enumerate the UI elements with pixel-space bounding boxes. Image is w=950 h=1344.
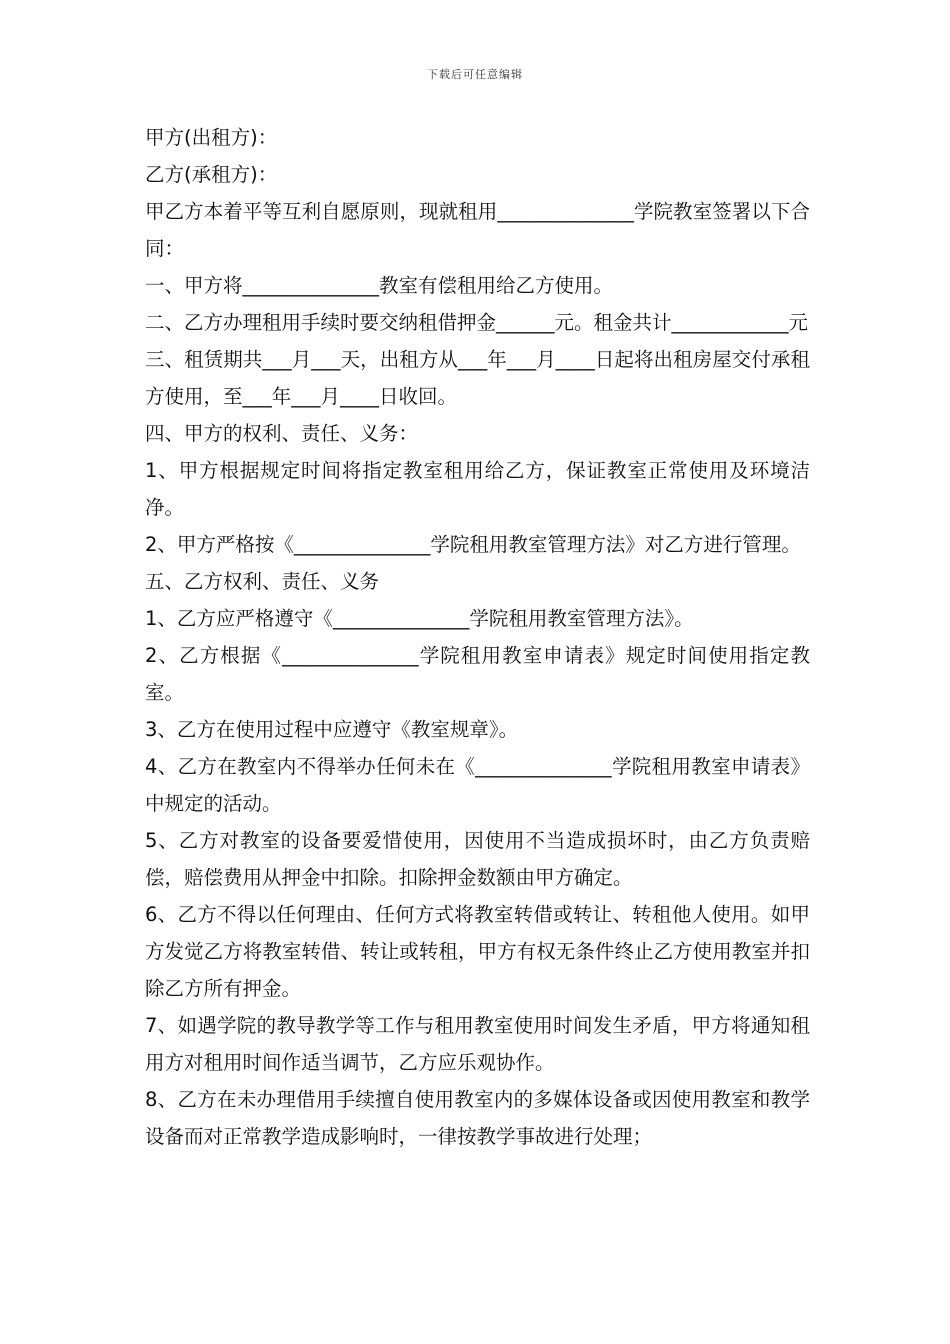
clause-3: 三、租赁期共___月___天，出租方从___年___月____日起将出租房屋交付承租方使用，至___年___月____日收回。 [145, 348, 810, 408]
party-b-item-7: 7、如遇学院的教导教学等工作与租用教室使用时间发生矛盾，甲方将通知租用方对租用时间作适当调节，乙方应乐观协作。 [145, 1014, 810, 1074]
party-b-item-1: 1、乙方应严格遵守《______________学院租用教室管理方法》。 [145, 607, 694, 630]
party-b-item-3: 3、乙方在使用过程中应遵守《教室规章》。 [145, 718, 519, 741]
party-a-item-1: 1、甲方根据规定时间将指定教室租用给乙方，保证教室正常使用及环境洁净。 [145, 459, 810, 519]
page-header-note: 下载后可任意编辑 [427, 68, 523, 81]
section-heading-party-b: 五、乙方权利、责任、义务 [145, 570, 380, 593]
party-b-item-2: 2、乙方根据《______________学院租用教室申请表》规定时间使用指定教室。 [145, 644, 810, 704]
clause-2: 二、乙方办理租用手续时要交纳租借押金______元。租金共计____________元 [145, 311, 809, 334]
party-a-item-2: 2、甲方严格按《______________学院租用教室管理方法》对乙方进行管理。 [145, 533, 801, 556]
contract-body [145, 119, 810, 1155]
party-b-line: 乙方(承租方)： [145, 163, 278, 186]
party-b-item-5: 5、乙方对教室的设备要爱惜使用，因使用不当造成损坏时，由乙方负责赔偿，赔偿费用从押金中扣除。扣除押金数额由甲方确定。 [145, 829, 810, 889]
party-a-line: 甲方(出租方)： [145, 126, 278, 149]
party-b-item-8: 8、乙方在未办理借用手续擅自使用教室内的多媒体设备或因使用教室和教学设备而对正常教学造成影响时，一律按教学事故进行处理； [145, 1088, 810, 1148]
party-b-item-4: 4、乙方在教室内不得举办任何未在《______________学院租用教室申请表》中规定的活动。 [145, 755, 810, 815]
clause-1: 一、甲方将______________教室有偿租用给乙方使用。 [145, 274, 614, 297]
section-heading-party-a: 四、甲方的权利、责任、义务： [145, 422, 419, 445]
party-b-item-6: 6、乙方不得以任何理由、任何方式将教室转借或转让、转租他人使用。如甲方发觉乙方将教室转借、转让或转租，甲方有权无条件终止乙方使用教室并扣除乙方所有押金。 [145, 903, 810, 1000]
preamble-paragraph: 甲乙方本着平等互利自愿原则，现就租用______________学院教室签署以下合同： [145, 200, 810, 260]
